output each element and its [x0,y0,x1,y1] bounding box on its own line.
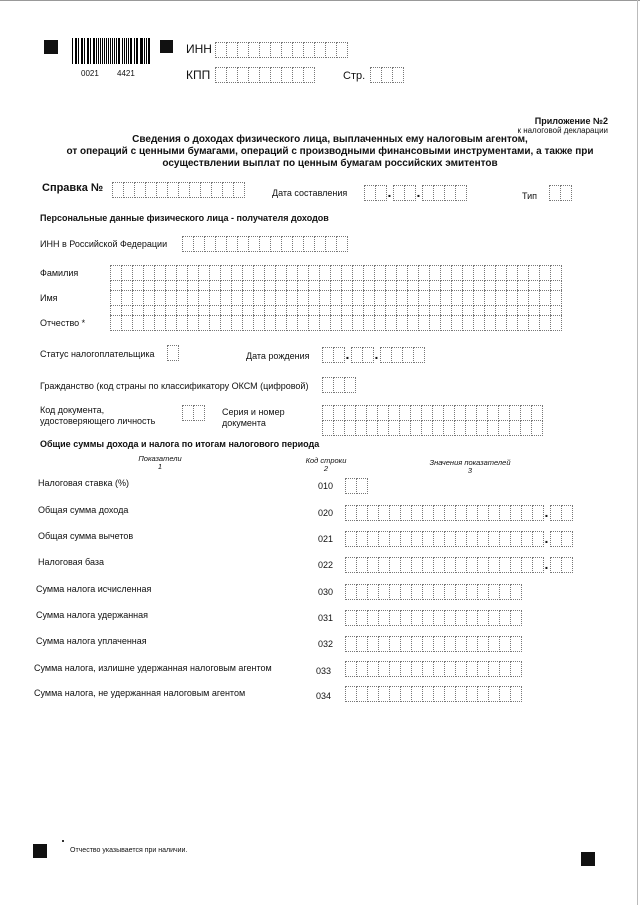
row-field-031[interactable] [345,610,521,626]
input-cell[interactable] [560,185,572,201]
input-cell[interactable] [344,377,356,393]
corner-marker-bottom-right [581,852,595,866]
row-code-032: 032 [318,639,334,649]
row-code-033: 033 [316,666,332,676]
barcode-bar [148,38,149,64]
column-header-values [410,459,530,475]
citizenship-field[interactable] [322,377,355,393]
row-code-030: 030 [318,587,334,597]
row-field-030[interactable] [345,584,521,600]
input-cell[interactable] [455,185,467,201]
input-cell[interactable] [356,478,368,494]
row-field-010[interactable] [345,478,367,494]
column-header-indicators-title: Показатели [138,454,182,463]
input-cell[interactable] [550,290,562,306]
doc-series-field-row2[interactable] [322,420,542,436]
totals-heading: Общие суммы дохода и налога по итогам налогового периода [40,439,320,449]
column-header-code [296,457,356,473]
input-cell[interactable] [510,686,522,702]
barcode-bar [104,38,105,64]
input-cell[interactable] [233,182,245,198]
date-compiled-label: Дата составления [272,188,348,198]
input-cell[interactable] [561,557,573,573]
row-label-032: Сумма налога уплаченная [36,636,147,646]
birth-date-label: Дата рождения [246,351,310,361]
barcode-digits-right: 4421 [117,69,135,78]
appendix-note: к налоговой декларации [517,126,608,135]
input-cell[interactable] [510,661,522,677]
column-header-code-num: 2 [323,464,329,473]
input-cell[interactable] [550,265,562,281]
row-label-030: Сумма налога исчисленная [36,584,152,594]
barcode-bar [141,38,142,64]
row-code-021: 021 [318,534,334,544]
barcode-bar [110,38,111,64]
input-cell[interactable] [510,610,522,626]
input-cell[interactable] [193,405,205,421]
input-cell[interactable] [510,584,522,600]
input-cell[interactable] [550,315,562,331]
row-field-021[interactable] [345,531,572,547]
barcode-bar [78,38,79,64]
doc-series-label-line2: документа [222,418,266,428]
row-label-020: Общая сумма дохода [38,505,129,515]
title-line-2: от операций с ценными бумагами, операций с производными финансовыми инструментами, а также при [66,146,594,157]
row-code-020: 020 [318,508,334,518]
separator-dot: . [345,346,350,362]
input-cell[interactable] [167,345,179,361]
column-header-values-num: 3 [467,466,473,475]
input-cell[interactable] [531,405,543,421]
doc-series-label-line1: Серия и номер [222,407,285,417]
corner-marker-top-mid [160,40,173,53]
personal-data-heading: Персональные данные физического лица - получателя доходов [40,213,329,223]
row-field-020[interactable] [345,505,572,521]
doc-code-label-line2: удостоверяющего личность [40,416,156,426]
inn-field[interactable] [215,42,347,58]
input-cell[interactable] [531,420,543,436]
input-cell[interactable] [561,505,573,521]
page-number-field[interactable] [370,67,403,83]
barcode-bar [100,38,101,64]
row-label-022: Налоговая база [38,557,104,567]
separator-dot: . [544,556,549,572]
date-compiled-field[interactable] [364,185,466,201]
doc-code-field[interactable] [182,405,204,421]
input-cell[interactable] [336,42,348,58]
doc-series-field[interactable] [322,405,542,421]
taxpayer-status-label: Статус налогоплательщика [40,349,155,359]
doc-series-label [222,407,285,429]
row-label-034: Сумма налога, не удержанная налоговым агентом [34,688,246,698]
barcode-bar [93,38,94,64]
input-cell[interactable] [413,347,425,363]
row-code-034: 034 [316,691,332,701]
corner-marker-bottom-left [33,844,47,858]
title-line-1: Сведения о доходах физического лица, выплаченных ему налоговым агентом, [132,134,528,145]
column-header-indicators-num: 1 [157,462,163,471]
title-line-3: осуществлении выплат по ценным бумагам российских эмитентов [162,158,498,169]
birth-date-field[interactable] [322,347,424,363]
input-cell[interactable] [561,531,573,547]
row-field-032[interactable] [345,636,521,652]
row-field-033[interactable] [345,661,521,677]
name-field[interactable] [110,290,561,306]
footnote-mark [62,840,64,842]
barcode [72,38,152,64]
separator-dot: . [544,504,549,520]
row-code-031: 031 [318,613,334,623]
inn-rf-field[interactable] [182,236,347,252]
barcode-bar [90,38,91,64]
patronymic-field[interactable] [110,315,561,331]
column-header-values-title: Значения показателей [429,458,511,467]
inn-label: ИНН [186,42,212,56]
input-cell[interactable] [303,67,315,83]
doc-code-label-line1: Код документа, [40,405,105,415]
row-label-033: Сумма налога, излишне удержанная налоговым агентом [34,663,272,673]
appendix-number: Приложение №2 [534,116,608,126]
row-label-021: Общая сумма вычетов [38,531,134,541]
citizenship-label: Гражданство (код страны по классификатору ОКСМ (цифровой) [40,381,309,391]
kpp-field[interactable] [215,67,314,83]
taxpayer-status-field[interactable] [167,345,178,361]
certificate-number-label: Справка № [42,182,104,194]
patronymic-label: Отчество * [40,318,86,328]
barcode-bar [116,38,117,64]
separator-dot: . [374,346,379,362]
page-right-edge [637,0,638,905]
column-header-indicators [120,455,200,471]
footnote: Отчество указывается при наличии. [70,847,188,854]
doc-code-label [40,405,155,427]
type-label: Тип [522,191,538,201]
barcode-bar [84,38,85,64]
page-top-edge [0,0,640,1]
row-code-010: 010 [318,481,334,491]
row-field-034[interactable] [345,686,521,702]
surname-label: Фамилия [40,268,79,278]
barcode-bar [131,38,132,64]
barcode-bar [72,38,73,64]
row-code-022: 022 [318,560,334,570]
surname-field[interactable] [110,265,561,281]
separator-dot: . [544,530,549,546]
barcode-bar [126,38,127,64]
corner-marker-top-left [44,40,58,54]
input-cell[interactable] [510,636,522,652]
column-header-code-title: Код строки [305,456,347,465]
barcode-bar [137,38,138,64]
separator-dot: . [416,184,421,200]
barcode-bar [122,38,123,64]
input-cell[interactable] [392,67,404,83]
row-label-010: Налоговая ставка (%) [38,478,129,488]
inn-rf-label: ИНН в Российской Федерации [40,239,168,249]
row-field-022[interactable] [345,557,572,573]
name-label: Имя [40,293,58,303]
form-title [40,134,620,170]
separator-dot: . [387,184,392,200]
input-cell[interactable] [336,236,348,252]
barcode-digits-left: 0021 [81,69,99,78]
kpp-label: КПП [186,68,211,82]
row-label-031: Сумма налога удержанная [36,610,149,620]
certificate-number-field[interactable] [112,182,244,198]
page-number-label: Стр. [343,70,366,82]
type-field[interactable] [549,185,571,201]
